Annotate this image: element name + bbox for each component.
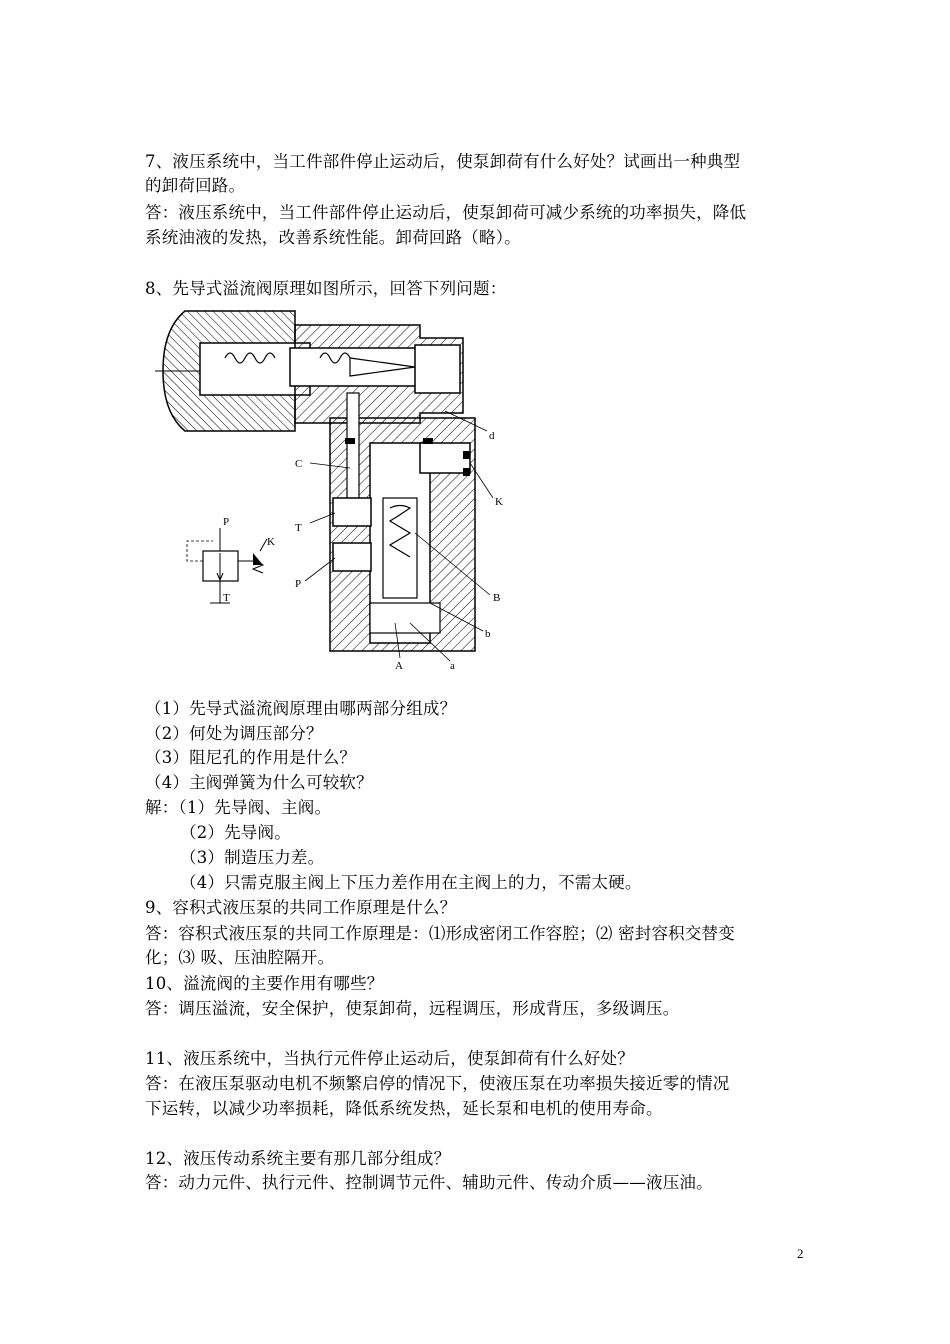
symbol-label-p: P: [223, 516, 230, 528]
q8-sub-question-3: （3）阻尼孔的作用是什么？: [145, 748, 357, 767]
label-k-main: K: [495, 496, 503, 508]
q8-sub-question-4: （4）主阀弹簧为什么可较软？: [145, 773, 373, 792]
q7-question-line2: 的卸荷回路。: [145, 176, 246, 195]
q12-answer: 答：动力元件、执行元件、控制调节元件、辅助元件、传动介质——液压油。: [145, 1173, 713, 1192]
page-number: 2: [797, 1246, 804, 1261]
symbol-label-k: K: [267, 536, 275, 548]
q8-solution-2: （2）先导阀。: [180, 823, 291, 842]
q11-answer-line1: 答：在液压泵驱动电机不频繁启停的情况下，使液压泵在功率损失接近零的情况: [145, 1074, 730, 1093]
q7-answer-line2: 系统油液的发热，改善系统性能。卸荷回路（略）。: [145, 228, 521, 247]
q9-question: 9、容积式液压泵的共同工作原理是什么？: [145, 898, 457, 917]
q7-answer-line1: 答：液压系统中，当工件部件停止运动后，使泵卸荷可减少系统的功率损失，降低: [145, 203, 747, 222]
symbol-label-t: T: [223, 592, 230, 604]
q7-question-line1: 7、液压系统中，当工件部件停止运动后，使泵卸荷有什么好处？试画出一种典型: [145, 152, 741, 171]
q8-sub-question-2: （2）何处为调压部分？: [145, 724, 323, 743]
relief-valve-symbol: [187, 516, 275, 604]
label-p-main: P: [295, 578, 302, 590]
label-b-upper: B: [493, 592, 501, 604]
q12-question: 12、液压传动系统主要有那几部分组成？: [145, 1149, 451, 1168]
label-b-lower: b: [485, 628, 491, 640]
q8-solution-3: （3）制造压力差。: [180, 848, 325, 867]
q9-answer-line2: 化；⑶ 吸、压油腔隔开。: [145, 948, 335, 967]
q11-answer-line2: 下运转，以减少功率损耗，降低系统发热，延长泵和电机的使用寿命。: [145, 1099, 663, 1118]
q8-solution-4: （4）只需克服主阀上下压力差作用在主阀上的力，不需太硬。: [180, 873, 642, 892]
label-c: C: [295, 458, 303, 470]
label-d: d: [489, 430, 495, 442]
label-t-main: T: [295, 522, 302, 534]
q11-question: 11、液压系统中，当执行元件停止运动后，使泵卸荷有什么好处？: [145, 1049, 634, 1068]
q8-title: 8、先导式溢流阀原理如图所示，回答下列问题：: [145, 279, 507, 298]
q10-question: 10、溢流阀的主要作用有哪些？: [145, 974, 384, 993]
q9-answer-line1: 答：容积式液压泵的共同工作原理是：⑴形成密闭工作容腔；⑵ 密封容积交替变: [145, 924, 735, 943]
label-a-lower: a: [450, 660, 455, 672]
relief-valve-diagram: [145, 303, 530, 678]
label-a-upper: A: [395, 660, 403, 672]
q10-answer: 答：调压溢流，安全保护，使泵卸荷，远程调压，形成背压，多级调压。: [145, 999, 680, 1018]
q8-solution-1: 解：（1）先导阀、主阀。: [145, 798, 332, 817]
q8-sub-question-1: （1）先导式溢流阀原理由哪两部分组成？: [145, 699, 457, 718]
